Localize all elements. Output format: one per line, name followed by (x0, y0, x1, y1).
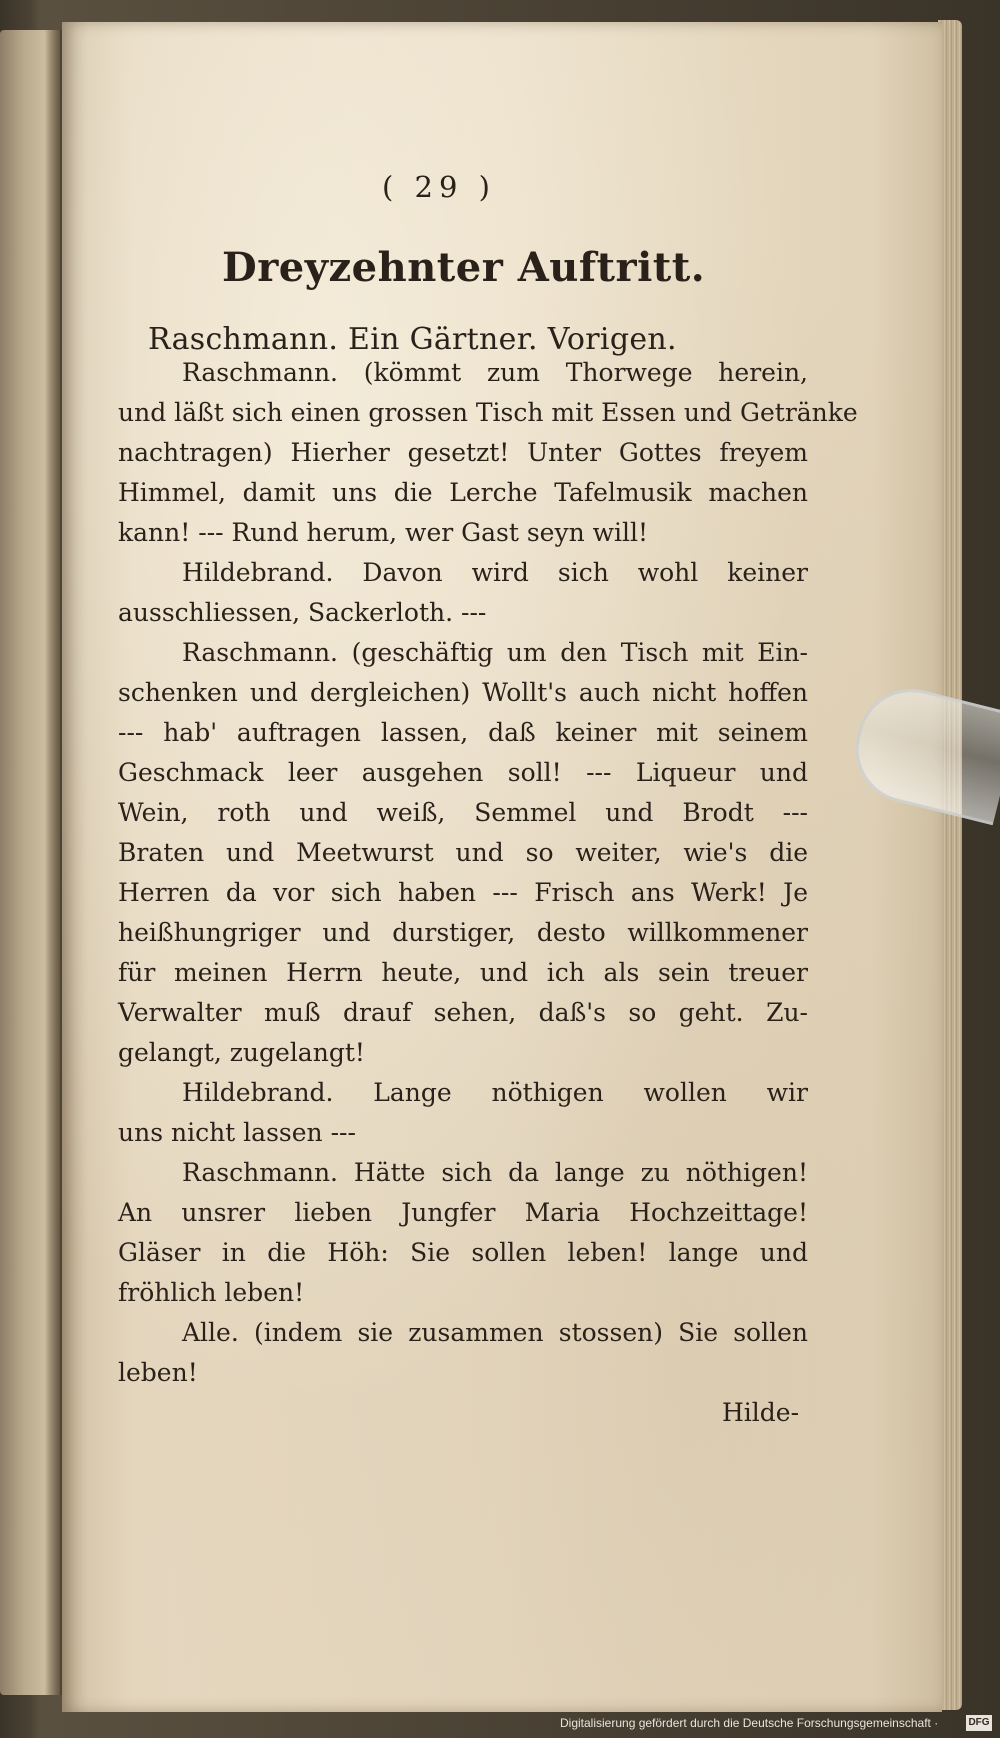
text-line: Herren da vor sich haben --- Frisch ans Werk! Je (118, 878, 808, 907)
text-line: heißhungriger und durstiger, desto willkommener (118, 918, 808, 947)
text-line: und läßt sich einen grossen Tisch mit Essen und Getränke (118, 398, 858, 427)
book-page (62, 22, 942, 1712)
text-line: fröhlich leben! (118, 1278, 305, 1307)
text-line: Alle. (indem sie zusammen stossen) Sie sollen (182, 1318, 808, 1347)
text-line: kann! --- Rund herum, wer Gast seyn will! (118, 518, 649, 547)
text-line: Himmel, damit uns die Lerche Tafelmusik machen (118, 478, 808, 507)
text-line: Braten und Meetwurst und so weiter, wie's die (118, 838, 808, 867)
scene-title: Dreyzehnter Auftritt. (222, 244, 706, 291)
text-line: Wein, roth und weiß, Semmel und Brodt --- (118, 798, 808, 827)
cast-list: Raschmann. Ein Gärtner. Vorigen. (148, 322, 677, 357)
text-line: nachtragen) Hierher gesetzt! Unter Gottes freyem (118, 438, 808, 467)
text-line: Geschmack leer ausgehen soll! --- Liqueur und (118, 758, 808, 787)
text-line: schenken und dergleichen) Wollt's auch nicht hoffen (118, 678, 808, 707)
text-line: --- hab' auftragen lassen, daß keiner mit seinem (118, 718, 808, 747)
text-line: Gläser in die Höh: Sie sollen leben! lange und (118, 1238, 808, 1267)
dfg-logo: DFG (966, 1715, 992, 1731)
text-line: Raschmann. (kömmt zum Thorwege herein, (182, 358, 808, 387)
text-line: Raschmann. (geschäftig um den Tisch mit Ein- (182, 638, 808, 667)
text-line: für meinen Herrn heute, und ich als sein treuer (118, 958, 808, 987)
text-line: Hildebrand. Lange nöthigen wollen wir (182, 1078, 808, 1107)
page-number: ( 29 ) (382, 170, 496, 204)
text-line: gelangt, zugelangt! (118, 1038, 365, 1067)
catchword: Hilde- (722, 1398, 800, 1427)
text-line: Verwalter muß drauf sehen, daß's so geht. Zu- (118, 998, 808, 1027)
text-line: Hildebrand. Davon wird sich wohl keiner (182, 558, 808, 587)
text-line: An unsrer lieben Jungfer Maria Hochzeittage! (118, 1198, 808, 1227)
text-line: ausschliessen, Sackerloth. --- (118, 598, 487, 627)
text-line: Raschmann. Hätte sich da lange zu nöthigen! (182, 1158, 808, 1187)
text-line: uns nicht lassen --- (118, 1118, 356, 1147)
digitization-credit: Digitalisierung gefördert durch die Deutsche Forschungsgemeinschaft · (560, 1716, 939, 1730)
text-line: leben! (118, 1358, 198, 1387)
